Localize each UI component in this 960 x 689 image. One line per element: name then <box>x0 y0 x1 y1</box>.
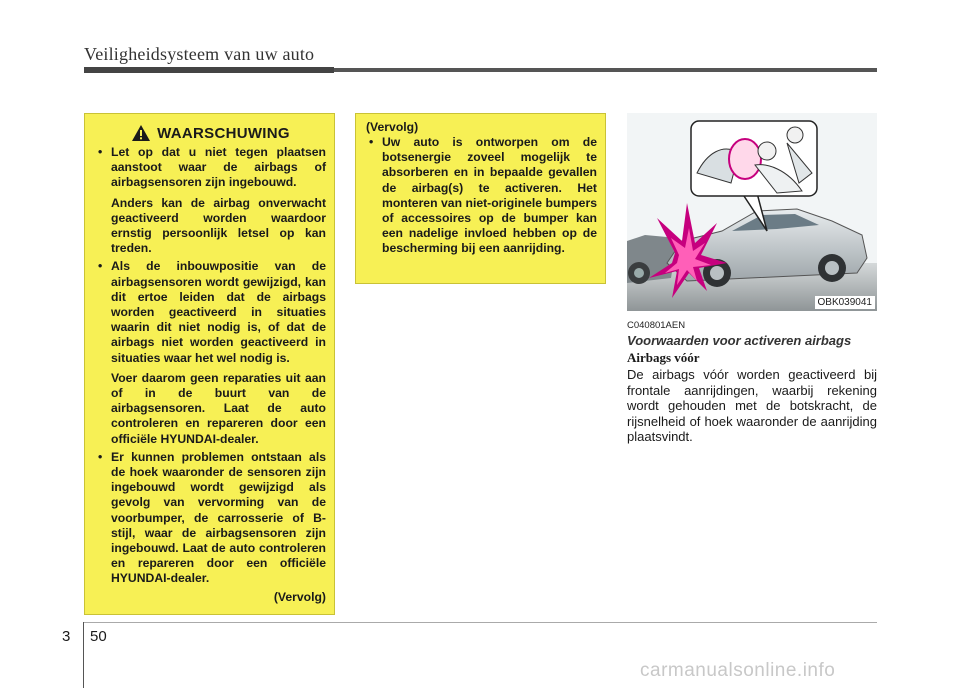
warning-item-text: Als de inbouwpositie van de airbagsensoren wordt gewijzigd, kan dit ertoe leiden dat de airbags worden geactiveerd in situaties waarin dit niet nodig is, of dat de airbags niet worden geactiveerd in situaties waar het wel nodig is. <box>111 259 326 365</box>
warning-item <box>366 135 597 257</box>
warning-item-subtext: Voer daarom geen reparaties uit aan of in de buurt van de airbagsensoren. Laat de auto controleren en repareren door een officiële HYUNDAI-dealer. <box>111 370 326 446</box>
header-rule-accent <box>84 67 334 73</box>
warning-triangle-icon <box>131 124 151 142</box>
section-subtitle: Airbags vóór <box>627 350 700 365</box>
warning-item-text: Let op dat u niet tegen plaatsen aanstoot waar de airbags of airbagsensoren zijn ingebouwd. <box>111 145 326 190</box>
warning-item <box>95 145 326 256</box>
chapter-number: 3 <box>62 628 71 645</box>
section-code: C040801AEN <box>627 320 686 331</box>
page-number: 50 <box>90 628 107 645</box>
warning-list <box>95 145 326 587</box>
continued-label: (Vervolg) <box>273 589 326 604</box>
warning-box <box>84 113 335 615</box>
warning-item-text: Er kunnen problemen ontstaan als de hoek waaronder de sensoren zijn ingebouwd wordt gewijzigd als gevolg van vervorming van de voorbumper, de carrosserie of B-stijl, waar de airbagsensoren zijn ingebouwd. Laat de auto controleren en repareren door een officiële HYUNDAI-dealer. <box>111 449 326 586</box>
warning-list <box>366 135 597 257</box>
footer-divider <box>83 622 84 688</box>
warning-heading-text: WAARSCHUWING <box>157 124 290 142</box>
watermark: carmanualsonline.info <box>640 660 836 681</box>
crash-car-image <box>627 113 877 311</box>
warning-heading <box>95 124 326 142</box>
warning-item <box>95 259 326 446</box>
section-title: Voorwaarden voor activeren airbags <box>627 333 852 348</box>
warning-item-subtext: Anders kan de airbag onverwacht geactiveerd worden waardoor ernstig persoonlijk letsel op kan treden. <box>111 195 326 256</box>
warning-item-text: Uw auto is ontworpen om de botsenergie zoveel mogelijk te absorberen en in bepaalde gevallen de airbag(s) te activeren. Het monteren van niet-originele bumpers of accessoires op de bumper kan een nadelige invloed hebben op de bescherming bij een aanrijding. <box>382 135 597 256</box>
warning-box-continued <box>355 113 606 284</box>
page-header-title: Veiligheidsysteem van uw auto <box>84 44 315 64</box>
illustration-label: OBK039041 <box>815 296 876 309</box>
warning-item <box>95 450 326 587</box>
footer-rule <box>83 622 877 623</box>
continued-label: (Vervolg) <box>366 120 419 134</box>
airbag-illustration <box>627 113 877 311</box>
section-body: De airbags vóór worden geactiveerd bij frontale aanrijdingen, waarbij rekening wordt gehouden met de botskracht, de rijsnelheid of hoek waaronder de aanrijding plaatsvindt. <box>627 367 877 444</box>
